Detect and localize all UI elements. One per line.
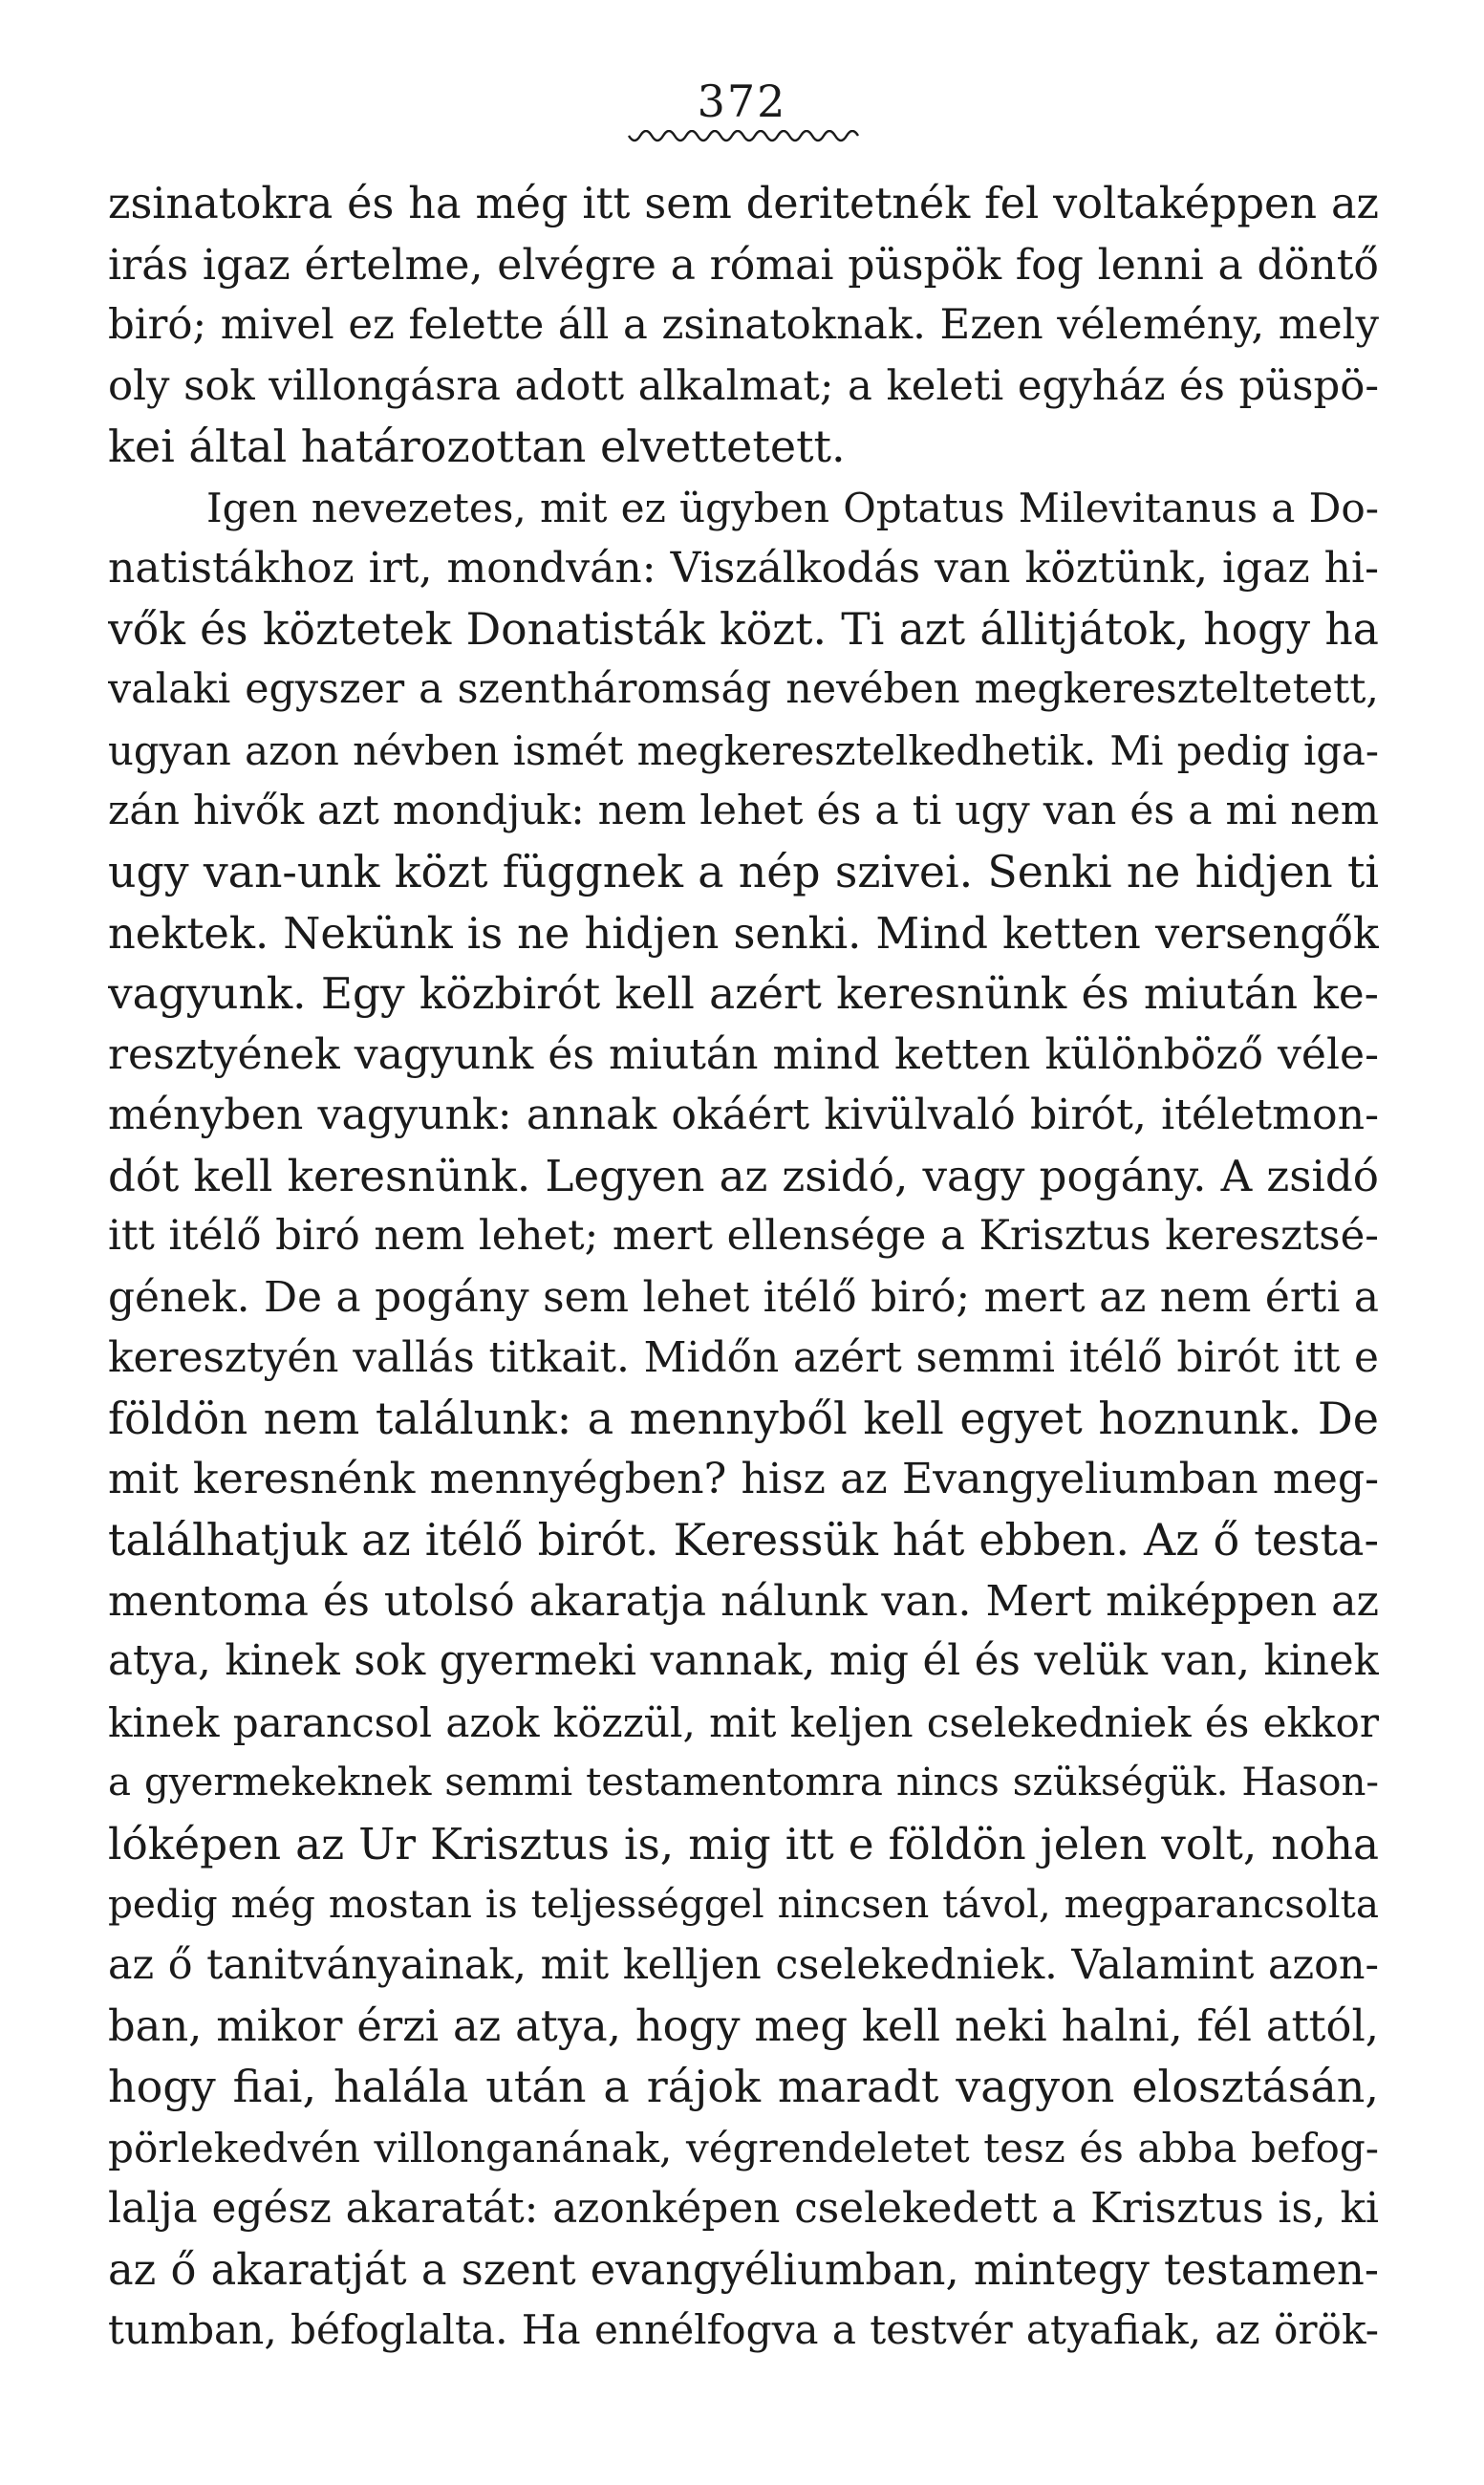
- text-line: a gyermekeknek semmi testamentomra nincs szükségük. Hason-: [108, 1761, 1379, 1805]
- text-line: lalja egész akaratát: azonképen cselekedett a Krisztus is, ki: [108, 2184, 1379, 2234]
- text-line: dót kell keresnünk. Legyen az zsidó, vagy pogány. A zsidó: [108, 1150, 1379, 1201]
- text-line: mit keresnénk mennyégben? hisz az Evangyeliumban meg-: [108, 1455, 1379, 1504]
- text-line: valaki egyszer a szentháromság nevében megkereszteltetett,: [108, 665, 1379, 714]
- text-line: ugyan azon névben ismét megkeresztelkedhetik. Mi pedig iga-: [108, 726, 1379, 774]
- text-line: ményben vagyunk: annak okáért kivülvaló birót, itéletmon-: [108, 1091, 1379, 1140]
- page-number: 372: [697, 76, 787, 127]
- text-line: vagyunk. Egy közbirót kell azért keresnünk és miután ke-: [108, 968, 1379, 1020]
- text-line: irás igaz értelme, elvégre a római püspök fog lenni a döntő: [108, 240, 1379, 290]
- text-line: pedig még mostan is teljességgel nincsen távol, megparancsolta: [108, 1881, 1379, 1928]
- text-line: az ő akaratját a szent evangyéliumban, mintegy testamen-: [108, 2243, 1379, 2295]
- text-line: itt itélő biró nem lehet; mert ellensége a Krisztus keresztsé-: [108, 1212, 1379, 1261]
- text-line: tumban, béfoglalta. Ha ennélfogva a testvér atyafiak, az örök-: [108, 2306, 1379, 2354]
- text-line: földön nem találunk: a mennyből kell egyet hoznunk. De: [108, 1392, 1379, 1444]
- text-line: mentoma és utolsó akaratja nálunk van. Mert miképpen az: [108, 1576, 1379, 1626]
- text-line: hogy fiai, halála után a rájok maradt vagyon elosztásán,: [108, 2060, 1379, 2112]
- text-line: ban, mikor érzi az atya, hogy meg kell neki halni, fél attól,: [108, 2000, 1379, 2052]
- text-line: az ő tanitványainak, mit kelljen cselekedniek. Valamint azon-: [108, 1940, 1379, 1989]
- text-line: zán hivők azt mondjuk: nem lehet és a ti ugy van és a mi nem: [108, 788, 1379, 835]
- text-line: Igen nevezetes, mit ez ügyben Optatus Milevitanus a Do-: [206, 484, 1379, 531]
- body-text: [108, 174, 1379, 2361]
- text-line: pörlekedvén villonganának, végrendeletet tesz és abba befog-: [108, 2124, 1379, 2172]
- text-line: gének. De a pogány sem lehet itélő biró; mert az nem érti a: [108, 1272, 1379, 1322]
- text-line: vők és köztetek Donatisták közt. Ti azt állitjátok, hogy ha: [108, 603, 1379, 655]
- text-line: zsinatokra és ha még itt sem deritetnék fel voltaképpen az: [108, 179, 1379, 228]
- text-line: oly sok villongásra adott alkalmat; a keleti egyház és püspö-: [108, 361, 1379, 410]
- text-line: natistákhoz irt, mondván: Viszálkodás van köztünk, igaz hi-: [108, 544, 1379, 594]
- wavy-rule-ornament: [627, 130, 860, 147]
- text-line: kinek parancsol azok közzül, mit keljen cselekedniek és ekkor: [108, 1698, 1379, 1746]
- text-line: kei által határozottan elvettetett.: [108, 421, 846, 473]
- text-line: lóképen az Ur Krisztus is, mig itt e földön jelen volt, noha: [108, 1818, 1379, 1869]
- text-line: resztyének vagyunk és miután mind ketten különböző véle-: [108, 1029, 1379, 1079]
- text-line: nektek. Nekünk is ne hidjen senki. Mind ketten versengők: [108, 907, 1379, 959]
- text-line: találhatjuk az itélő birót. Keressük hát ebben. Az ő testa-: [108, 1514, 1379, 1567]
- text-line: keresztyén vallás titkait. Midőn azért semmi itélő birót itt e: [108, 1333, 1379, 1383]
- text-line: atya, kinek sok gyermeki vannak, mig él és velük van, kinek: [108, 1637, 1379, 1686]
- text-line: ugy van-unk közt függnek a nép szivei. Senki ne hidjen ti: [108, 847, 1379, 898]
- text-line: biró; mivel ez felette áll a zsinatoknak. Ezen vélemény, mely: [108, 301, 1379, 350]
